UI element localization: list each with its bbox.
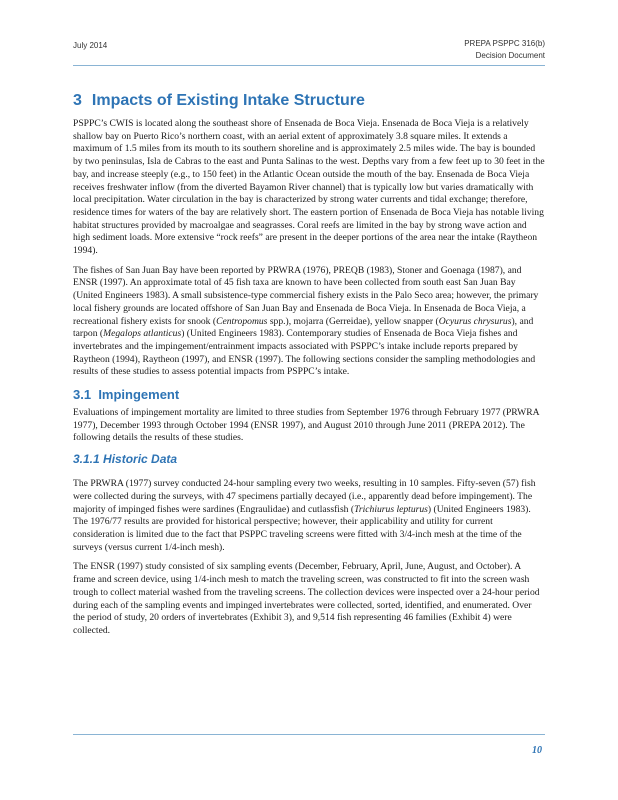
header-rule	[73, 65, 545, 66]
paragraph-fishes	[73, 265, 545, 379]
text-run: ) (United Engineers 1983). The 1976/77 results are provided for historical perspective; however, their applicability and utility for current consideration is limited due to the fact that PSPPC traveling screens were fitted with 3/4-inch mesh at the time of the surveys (versus current 1/4-inch mesh).	[73, 503, 531, 553]
header-doc-info	[464, 38, 545, 62]
section-number: 3	[73, 92, 82, 109]
main-content	[73, 92, 545, 645]
header-date: July 2014	[73, 41, 108, 50]
species-name: Trichiurus lepturus	[354, 503, 428, 515]
species-name: Ocyurus chrysurus	[438, 315, 512, 327]
text-run: ) (United Engineers 1983). Contemporary studies of Ensenada de Boca Vieja fishes and invertebrates and the impingement/entrainment impacts associated with PSPPC’s intake include reports prepared by Raytheon (1994), Raytheon (1997), and ENSR (1997). The following sections consider the sampling methodologies and results of these studies to assess potential impacts from PSPPC’s intake.	[73, 328, 536, 378]
paragraph-intake-location: PSPPC’s CWIS is located along the southeast shore of Ensenada de Boca Vieja. Ensenada de Boca Vieja is a relatively shallow bay on Puerto Rico’s northern coast, with an aerial extent of approximately 3.8 square miles. It extends a maximum of 1.5 miles from its mouth to its southern shoreline and is approximately 2.5 miles wide. The bay is bounded by two peninsulas, Isla de Cabras to the east and Punta Salinas to the west. Depths vary from a few feet up to 30 feet in the bay, and increase steeply (e.g., to 150 feet) in the Atlantic Ocean outside the mouth of the bay. Ensenada de Boca Vieja receives freshwater inflow (from the diverted Bayamon River channel) that is typically low but varies dramatically with local precipitation. Water circulation in the bay is characterized by strong water currents and tidal exchange; therefore, residence times for waters of the bay are relatively short. The eastern portion of Ensenada de Boca Vieja has notable living habitat structures provided by macroalgae and seagrasses. Coral reefs are limited in the bay by strong wave action and high sediment loads. More extensive “rock reefs” are present in the deeper portions of the area near the intake (Raytheon 1994).	[73, 118, 545, 257]
text-run: The fishes of San Juan Bay have been reported by PRWRA (1976), PREQB (1983), Stoner and Goenaga (1987), and ENSR (1997). An approximate total of 45 fish taxa are known to have been collected from south east San Juan Bay (United Engineers 1983). A small subsistence-type commercial fishery exists in the Palo Seco area; however, the primary local fishery grounds are located offshore of San Juan Bay and Ensenada de Boca Vieja. In Ensenada de Boca Vieja, a recreational fishery exists for snook (	[73, 264, 539, 327]
text-run: The PRWRA (1977) survey conducted 24-hour sampling every two weeks, resulting in 10 samples. Fifty-seven (57) fish were collected during the surveys, with 47 specimens partially decayed (i.e., apparently dead before impingement). The majority of impinged fishes were sardines (Engraulidae) and cutlassfish (	[73, 478, 536, 515]
subsubsection-number: 3.1.1	[73, 452, 100, 467]
paragraph-ensr-study: The ENSR (1997) study consisted of six sampling events (December, February, April, June, August, and October). A frame and screen device, using 1/4-inch mesh to match the traveling screen, was constructed to fit into the screen wash trough to collect material washed from the traveling screens. The collection devices were inspected over a 24-hour period during each of the sampling events and impinged invertebrates were collected, sorted, identified, and enumerated. Over the period of study, 20 orders of invertebrates (Exhibit 3), and 9,514 fish representing 46 families (Exhibit 4) were collected.	[73, 561, 540, 636]
section-heading	[73, 92, 545, 110]
page-number: 10	[532, 745, 542, 756]
subsubsection-heading	[73, 452, 545, 466]
text-run: spp.), mojarra (Gerreidae), yellow snapper (	[267, 315, 439, 327]
subsection-number: 3.1	[73, 387, 92, 403]
footer-rule	[73, 734, 545, 735]
paragraph-prwra-survey	[73, 478, 545, 554]
text-run: ), and tarpon (	[73, 315, 534, 340]
subsection-title: Impingement	[98, 387, 180, 403]
subsubsection-title: Historic Data	[103, 452, 178, 467]
species-name: Centropomus	[216, 315, 268, 327]
subsection-heading	[73, 387, 545, 402]
section-title: Impacts of Existing Intake Structure	[91, 92, 365, 109]
header-doc-id: PREPA PSPPC 316(b)	[464, 39, 545, 48]
species-name: Megalops atlanticus	[103, 328, 182, 340]
paragraph-impingement: Evaluations of impingement mortality are limited to three studies from September 1976 through February 1977 (PRWRA 1977), December 1993 through October 1994 (ENSR 1997), and August 2010 through June 2011 (PREPA 2012). The following details the results of these studies.	[73, 407, 540, 444]
header-doc-type: Decision Document	[475, 51, 545, 60]
